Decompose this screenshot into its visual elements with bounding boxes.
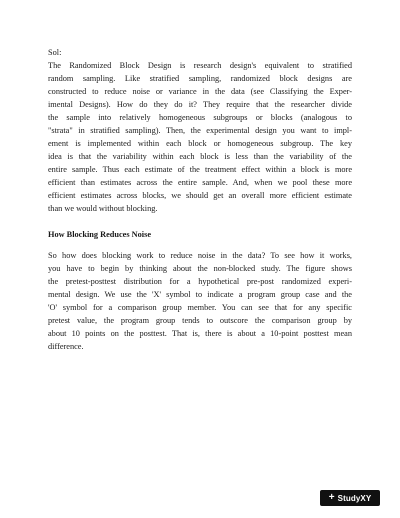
studyxy-logo: [320, 490, 380, 506]
paragraph-line: the pretest-posttest distribution for a hypothetical pre-post randomized experi-: [48, 277, 352, 286]
paragraph-line: imental Designs). How do they do it? They require that the researcher divide: [48, 100, 352, 109]
paragraph-line: mental design. We use the 'X' symbol to indicate a program group case and the: [48, 290, 352, 299]
section-heading: How Blocking Reduces Noise: [48, 230, 152, 239]
paragraph-blocking-noise: [48, 249, 352, 353]
paragraph-line: ement is implemented within each block or homogeneous subgroup. The key: [48, 139, 352, 148]
paragraph-line: efficient estimates across blocks, we should get an overall more efficient estimate: [48, 191, 352, 200]
sol-label: Sol:: [48, 48, 62, 57]
paragraph-line: you have to begin by thinking about the non-blocked study. The figure shows: [48, 264, 352, 273]
logo-text: StudyXY: [337, 493, 372, 503]
paragraph-line: constructed to reduce noise or variance in the data (see Classifying the Exper-: [48, 87, 352, 96]
paragraph-line: entire sample. Thus each estimate of the treatment effect within a block is more: [48, 165, 352, 174]
paragraph-randomized-block-design: [48, 59, 352, 215]
paragraph-line: about 10 points on the posttest. That is, there is about a 10-point posttest mean: [48, 329, 352, 338]
document-body: [48, 46, 352, 353]
plus-icon: +: [328, 492, 335, 503]
paragraph-line: efficient than estimates across the entire sample. And, when we pool these more: [48, 178, 352, 187]
paragraph-line: random sampling. Like stratified sampling, randomized block designs are: [48, 74, 352, 83]
paragraph-line: the sample into relatively homogeneous subgroups or blocks (analogous to: [48, 113, 352, 122]
paragraph-line: than we would without blocking.: [48, 204, 158, 213]
paragraph-line: difference.: [48, 342, 84, 351]
paragraph-line: So how does blocking work to reduce noise in the data? To see how it works,: [48, 251, 352, 260]
paragraph-line: "strata" in stratified sampling). Then, the experimental design you want to impl-: [48, 126, 352, 135]
paragraph-line: idea is that the variability within each block is less than the variability of the: [48, 152, 352, 161]
paragraph-line: 'O' symbol for a comparison group member. You can see that for any specific: [48, 303, 352, 312]
paragraph-line: pretest value, the program group tends to outscore the comparison group by: [48, 316, 352, 325]
paragraph-line: The Randomized Block Design is research design's equivalent to stratified: [48, 61, 352, 70]
